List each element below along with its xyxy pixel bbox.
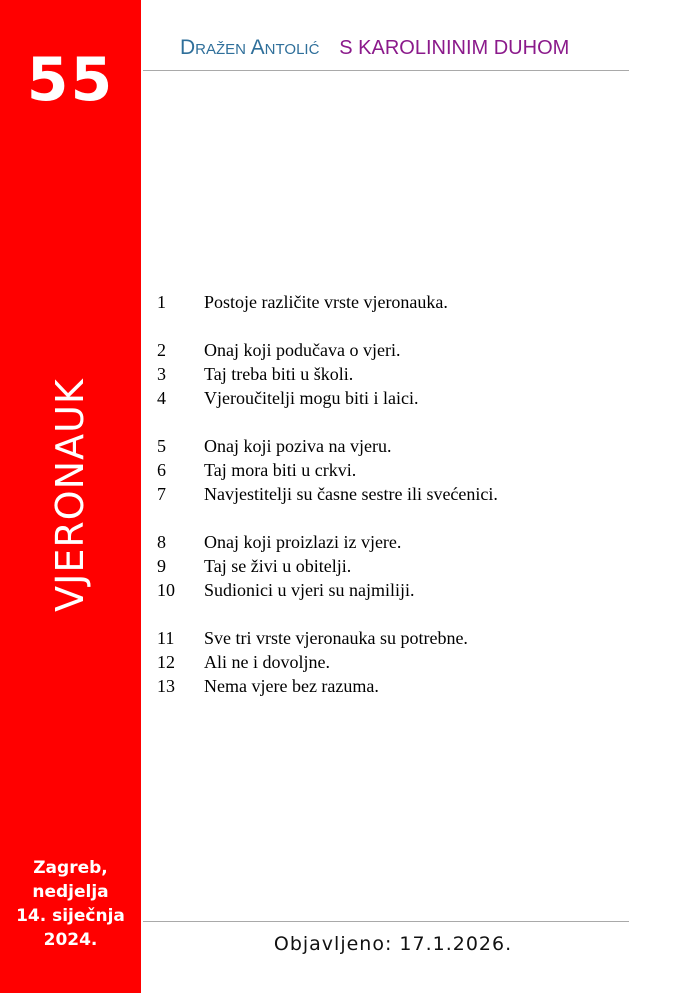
line-number: 9 [157,556,166,576]
poem-line [157,650,617,674]
poem-line [157,530,617,554]
place-date-line: 2024. [43,930,98,950]
place-date-line: nedjelja [32,882,109,902]
line-number: 3 [157,364,166,384]
page-header [180,36,630,60]
line-number: 1 [157,292,166,312]
line-number: 12 [157,652,175,672]
line-text: Taj mora biti u crkvi. [204,460,357,480]
line-number: 13 [157,676,175,696]
line-text: Taj se živi u obitelji. [204,556,352,576]
stanza [157,290,617,314]
place-date-line: Zagreb, [33,858,108,878]
line-text: Navjestitelji su časne sestre ili svećenici. [204,484,498,504]
poem-line [157,578,617,602]
stanza [157,434,617,506]
line-text: Taj treba biti u školi. [204,364,354,384]
poem-line [157,482,617,506]
poem-line [157,626,617,650]
line-text: Vjeroučitelji mogu biti i laici. [204,388,419,408]
poem-line [157,554,617,578]
line-number: 2 [157,340,166,360]
line-number: 8 [157,532,166,552]
poem-line [157,290,617,314]
author-name: Dražen Antolić [180,36,320,59]
footer-divider [143,921,629,922]
line-text: Nema vjere bez razuma. [204,676,379,696]
line-number: 5 [157,436,166,456]
line-number: 6 [157,460,166,480]
poem-line [157,458,617,482]
line-number: 7 [157,484,166,504]
sidebar [0,0,141,993]
stanza [157,626,617,698]
vertical-title-container [0,275,141,715]
line-number: 10 [157,580,175,600]
published-date: Objavljeno: 17.1.2026. [273,933,513,955]
line-number: 4 [157,388,166,408]
line-text: Sudionici u vjeri su najmiliji. [204,580,415,600]
book-title: S KAROLININIM DUHOM [339,37,570,59]
line-text: Sve tri vrste vjeronauka su potrebne. [204,628,468,648]
poem-line [157,338,617,362]
line-text: Ali ne i dovoljne. [204,652,330,672]
stanza [157,338,617,410]
line-text: Onaj koji podučava o vjeri. [204,340,401,360]
chapter-title: VJERONAUK [48,378,92,612]
page-number: 55 [26,45,115,115]
poem-line [157,434,617,458]
stanza [157,530,617,602]
line-number: 11 [157,628,175,648]
poem-line [157,386,617,410]
place-date-line: 14. siječnja [16,906,125,926]
place-date [0,856,141,952]
poem-line [157,674,617,698]
header-divider [143,70,629,71]
line-text: Onaj koji proizlazi iz vjere. [204,532,402,552]
poem-body [157,290,617,722]
line-text: Postoje različite vrste vjeronauka. [204,292,448,312]
line-text: Onaj koji poziva na vjeru. [204,436,392,456]
poem-line [157,362,617,386]
